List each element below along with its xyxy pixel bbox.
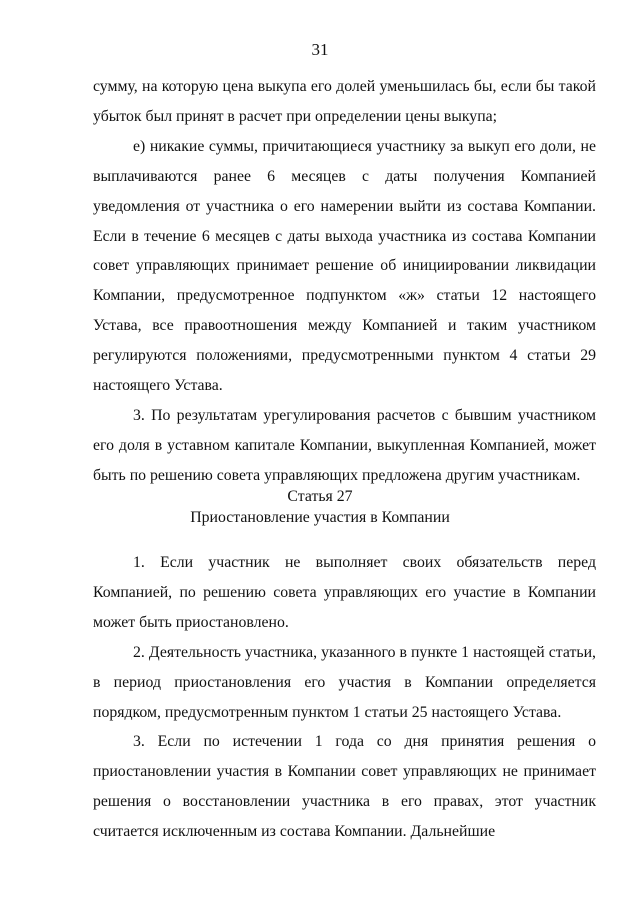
paragraph-subitem-e: е) никакие суммы, причитающиеся участнику за выкуп его доли, не выплачиваются ранее 6 месяцев с даты получения Компанией уведомления от участника о его намерении выйти из состава Компании. Если в течение 6 месяцев с даты выхода участника из состава Компании совет управляющих принимает решение об инициировании ликвидации Компании, предусмотренное подпунктом «ж» статьи 12 настоящего Устава, все правоотношения между Компанией и таким участником регулируются положениями, предусмотренными пунктом 4 статьи 29 настоящего Устава. xyxy=(93,137,596,395)
body-text-article xyxy=(93,548,596,847)
paragraph-continuation: сумму, на которую цена выкупа его долей уменьшилась бы, если бы такой убыток был принят в расчет при определении цены выкупа; xyxy=(93,78,596,125)
article-number: Статья 27 xyxy=(287,488,353,505)
article-paragraph-1: 1. Если участник не выполняет своих обязательств перед Компанией, по решению совета управляющих его участие в Компании может быть приостановлено. xyxy=(93,554,596,631)
page-number: 31 xyxy=(311,40,329,59)
body-text-upper xyxy=(93,72,596,491)
paragraph-item-3: 3. По результатам урегулирования расчетов с бывшим участником его доля в уставном капитале Компании, выкупленная Компанией, может быть по решению совета управляющих предложена другим участникам. xyxy=(93,406,596,484)
article-title: Приостановление участия в Компании xyxy=(190,509,450,526)
article-paragraph-2: 2. Деятельность участника, указанного в пункте 1 настоящей статьи, в период приостановления его участия в Компании определяется порядком, предусмотренным пунктом 1 статьи 25 настоящего Устава. xyxy=(93,643,596,721)
article-heading xyxy=(0,486,640,528)
article-paragraph-3: 3. Если по истечении 1 года со дня принятия решения о приостановлении участия в Компании совет управляющих не принимает решения о восстановлении участника в его правах, этот участник считается исключенным из состава Компании. Дальнейшие xyxy=(93,733,596,841)
